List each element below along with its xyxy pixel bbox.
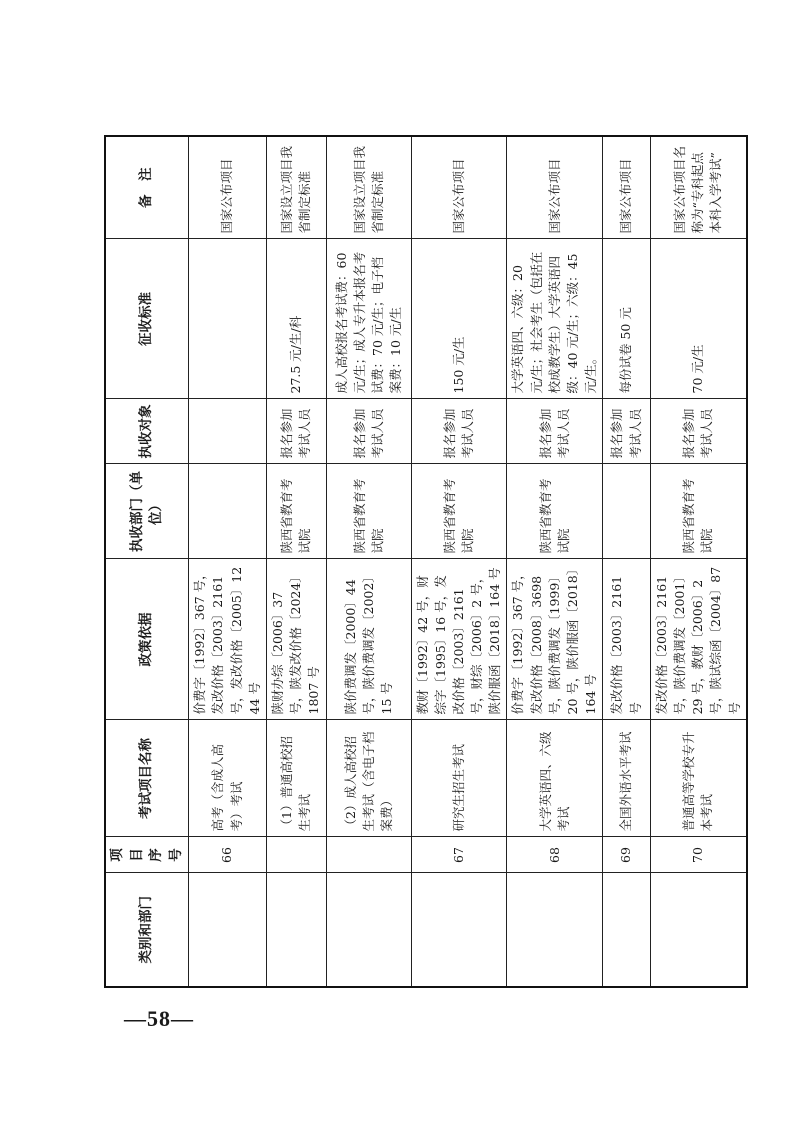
- cell-note: 国家公布项目: [603, 136, 651, 239]
- cell-name: （2）成人高校招生考试（含电子档案费）: [326, 720, 411, 837]
- cell-seq: 70: [651, 837, 747, 873]
- cell-standard: 150 元/生: [411, 239, 507, 399]
- cell-policy: 陕财办综〔2006〕37 号，陕发改价格〔2024〕1807 号: [266, 559, 326, 720]
- cell-target: 报名参加考试人员: [326, 399, 411, 464]
- cell-policy: 发改价格〔2003〕2161 号: [603, 559, 651, 720]
- header-dept: 执收部门（单位）: [105, 464, 189, 559]
- cell-dept: 陕西省教育考试院: [266, 464, 326, 559]
- cell-name: 普通高等学校专升本考试: [651, 720, 747, 837]
- cell-target: 报名参加考试人员: [651, 399, 747, 464]
- cell-dept: [189, 464, 267, 559]
- cell-note: 国家设立项目我省制定标准: [266, 136, 326, 239]
- cell-dept: 陕西省教育考试院: [411, 464, 507, 559]
- header-name: 考试项目名称: [105, 720, 189, 837]
- cell-note: 国家设立项目我省制定标准: [326, 136, 411, 239]
- cell-policy: 价费字〔1992〕367 号，发改价格〔2008〕3698 号，陕价费调发〔1999〕20 号，陕价服函〔2018〕164 号: [507, 559, 603, 720]
- header-standard: 征收标准: [105, 239, 189, 399]
- cell-policy: 价费字〔1992〕367 号，发改价格〔2003〕2161 号，发改价格〔2005〕1244 号: [189, 559, 267, 720]
- cell-category: [603, 873, 651, 987]
- table-row: [507, 136, 603, 987]
- cell-seq: 67: [411, 837, 507, 873]
- header-target: 执收对象: [105, 399, 189, 464]
- table-header-row: [105, 136, 189, 987]
- cell-target: 报名参加考试人员: [411, 399, 507, 464]
- cell-policy: 发改价格〔2003〕2161 号，陕价费调发〔2001〕29 号，教财〔2006〕2 号，陕试综函〔2004〕87 号: [651, 559, 747, 720]
- table-row: [651, 136, 747, 987]
- cell-dept: 陕西省教育考试院: [651, 464, 747, 559]
- cell-seq: [266, 837, 326, 873]
- cell-dept: 陕西省教育考试院: [326, 464, 411, 559]
- cell-standard: 27.5 元/生/科: [266, 239, 326, 399]
- cell-seq: [326, 837, 411, 873]
- cell-category: [189, 873, 267, 987]
- cell-category: [411, 873, 507, 987]
- cell-seq: 68: [507, 837, 603, 873]
- fee-table-rotated: [104, 137, 742, 988]
- cell-note: 国家公布项目名称为“专科起点本科入学考试”: [651, 136, 747, 239]
- cell-name: 高考（含成人高考）考试: [189, 720, 267, 837]
- cell-target: [189, 399, 267, 464]
- table-row: [603, 136, 651, 987]
- table-row: [189, 136, 267, 987]
- cell-note: 国家公布项目: [507, 136, 603, 239]
- table-row: [411, 136, 507, 987]
- cell-target: 报名参加考试人员: [507, 399, 603, 464]
- cell-category: [507, 873, 603, 987]
- cell-category: [326, 873, 411, 987]
- cell-standard: 70 元/生: [651, 239, 747, 399]
- cell-category: [651, 873, 747, 987]
- cell-target: 报名参加考试人员: [266, 399, 326, 464]
- cell-name: （1）普通高校招生考试: [266, 720, 326, 837]
- cell-standard: 每份试卷 50 元: [603, 239, 651, 399]
- header-note: 备 注: [105, 136, 189, 239]
- header-policy: 政策依据: [105, 559, 189, 720]
- cell-category: [266, 873, 326, 987]
- cell-seq: 66: [189, 837, 267, 873]
- cell-standard: 大学英语四、六级：20 元/生；社会考生（包括在校成教学生）大学英语四级：40 元/生；六级：45 元/生。: [507, 239, 603, 399]
- cell-name: 大学英语四、六级考试: [507, 720, 603, 837]
- header-seq: 项目序号: [105, 837, 189, 873]
- table-row: [326, 136, 411, 987]
- cell-standard: [189, 239, 267, 399]
- table-row: [266, 136, 326, 987]
- cell-dept: [603, 464, 651, 559]
- cell-standard: 成人高校报名考试费：60 元/生；成人专升本报名考试费：70 元/生；电子档案费：10 元/生: [326, 239, 411, 399]
- cell-note: 国家公布项目: [411, 136, 507, 239]
- cell-target: 报名参加考试人员: [603, 399, 651, 464]
- cell-policy: 教财〔1992〕42 号，财综字〔1995〕16 号，发改价格〔2003〕2161 号，财综〔2006〕2 号，陕价服函〔2018〕164 号: [411, 559, 507, 720]
- cell-name: 全国外语水平考试: [603, 720, 651, 837]
- cell-seq: 69: [603, 837, 651, 873]
- cell-dept: 陕西省教育考试院: [507, 464, 603, 559]
- cell-note: 国家公布项目: [189, 136, 267, 239]
- cell-policy: 陕价费调发〔2000〕44 号，陕价费调发〔2002〕15 号: [326, 559, 411, 720]
- cell-name: 研究生招生考试: [411, 720, 507, 837]
- page-number: —58—: [124, 1006, 194, 1031]
- fee-table: [104, 135, 748, 988]
- header-category: 类别和部门: [105, 873, 189, 987]
